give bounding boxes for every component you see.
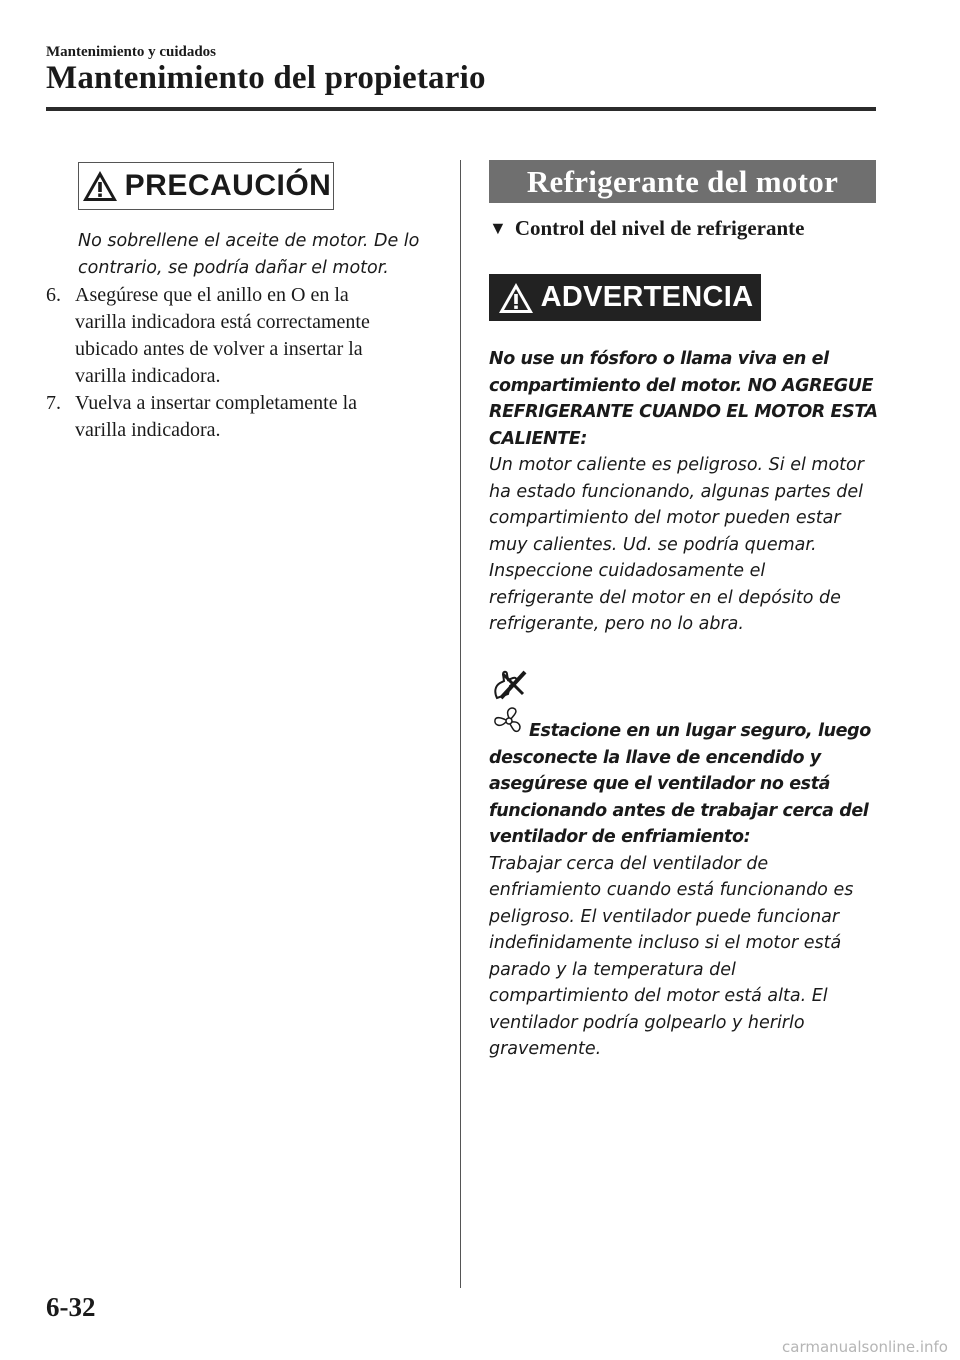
section-label: Mantenimiento y cuidados xyxy=(46,44,217,60)
warning-bold-line: asegúrese que el ventilador no está xyxy=(489,774,831,794)
step-number: 6. xyxy=(46,284,61,306)
title-rule xyxy=(46,107,876,111)
warning-body-line: ha estado funcionando, algunas partes del xyxy=(489,481,863,502)
step-line: varilla indicadora. xyxy=(75,419,221,441)
step-line: varilla indicadora. xyxy=(75,365,221,387)
caution-line: No sobrellene el aceite de motor. De lo xyxy=(78,231,420,251)
steps-list xyxy=(46,282,446,444)
warning-body-line: indefinidamente incluso si el motor está xyxy=(489,933,842,953)
caution-text xyxy=(78,228,438,282)
warning-bold-line: compartimiento del motor. NO AGREGUE xyxy=(489,375,874,396)
step-line: varilla indicadora está correctamente xyxy=(75,311,370,333)
warning-bold-line: Estacione en un lugar seguro, luego xyxy=(529,721,871,741)
warning-bold-line: REFRIGERANTE CUANDO EL MOTOR ESTA xyxy=(489,402,878,422)
step-number: 7. xyxy=(46,392,61,414)
section-banner: Refrigerante del motor xyxy=(489,160,876,203)
warning-body-line: enfriamiento cuando está funcionando es xyxy=(489,880,854,900)
warning-body-line: ventilador podría golpearlo y herirlo xyxy=(489,1012,805,1033)
warning-2-text-cont xyxy=(489,745,879,1063)
warning-box xyxy=(489,274,761,321)
warning-bold-line: No use un fósforo o llama viva en el xyxy=(489,349,829,369)
warning-body-line: gravemente. xyxy=(489,1039,602,1059)
caution-box xyxy=(78,162,334,210)
column-divider xyxy=(460,160,461,1288)
triangle-down-icon: ▼ xyxy=(489,218,507,238)
warning-body-line: muy calientes. Ud. se podría quemar. xyxy=(489,534,817,555)
subheading xyxy=(489,216,805,241)
list-item xyxy=(46,282,446,390)
step-line: Asegúrese que el anillo en O en la xyxy=(75,284,349,306)
warning-body-line: compartimiento del motor está alta. El xyxy=(489,986,828,1006)
step-line: Vuelva a insertar completamente la xyxy=(75,392,358,414)
watermark: carmanualsonline.info xyxy=(782,1338,948,1356)
no-hand-icon xyxy=(491,668,531,702)
warning-body-line: Un motor caliente es peligroso. Si el motor xyxy=(489,455,864,475)
step-text xyxy=(75,390,446,444)
warning-body-line: refrigerante, pero no lo abra. xyxy=(489,614,744,634)
warning-body-line: refrigerante del motor en el depósito de xyxy=(489,587,841,608)
warning-2-text xyxy=(489,718,879,745)
step-text xyxy=(75,282,446,390)
step-line: ubicado antes de volver a insertar la xyxy=(75,338,363,360)
caution-line: contrario, se podría dañar el motor. xyxy=(78,258,389,278)
warning-body-line: Trabajar cerca del ventilador de xyxy=(489,853,769,874)
warning-bold-line: CALIENTE: xyxy=(489,428,587,449)
subheading-text: Control del nivel de refrigerante xyxy=(514,216,805,240)
warning-triangle-icon xyxy=(81,169,119,203)
warning-triangle-icon xyxy=(497,281,535,315)
warning-body-line: peligroso. El ventilador puede funcionar xyxy=(489,906,840,927)
warning-bold-line: desconecte la llave de encendido y xyxy=(489,747,821,768)
warning-bold-line: funcionando antes de trabajar cerca del xyxy=(489,800,869,821)
page-number: 6-32 xyxy=(46,1292,96,1322)
caution-label: PRECAUCIÓN xyxy=(124,169,332,202)
warning-bold-line: ventilador de enfriamiento: xyxy=(489,827,751,847)
page-title: Mantenimiento del propietario xyxy=(46,60,486,96)
warning-body-line: parado y la temperatura del xyxy=(489,959,736,980)
warning-1-text xyxy=(489,346,879,638)
warning-label: ADVERTENCIA xyxy=(540,281,754,313)
warning-body-line: Inspeccione cuidadosamente el xyxy=(489,561,766,581)
warning-body-line: compartimiento del motor pueden estar xyxy=(489,508,841,528)
list-item xyxy=(46,390,446,444)
